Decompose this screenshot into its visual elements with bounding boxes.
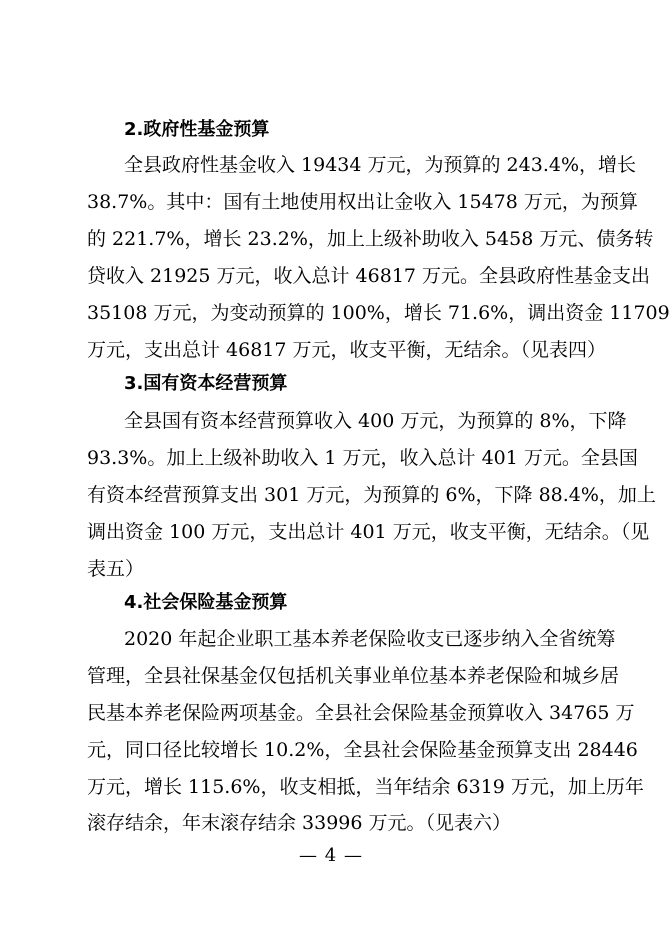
page-number: — 4 — bbox=[299, 845, 363, 866]
paragraph-line: 民基本养老保险两项基金。全县社会保险基金预算收入 34765 万 bbox=[87, 702, 635, 724]
paragraph-line: 滚存结余，年末滚存结余 33996 万元。（见表六） bbox=[87, 812, 512, 834]
section-heading-government-fund-budget: 2.政府性基金预算 bbox=[124, 119, 270, 140]
paragraph-line: 93.3%。加上上级补助收入 1 万元，收入总计 401 万元。全县国 bbox=[87, 447, 638, 469]
paragraph-line: 38.7%。其中：国有土地使用权出让金收入 15478 万元，为预算 bbox=[87, 191, 638, 213]
paragraph-line: 贷收入 21925 万元，收入总计 46817 万元。全县政府性基金支出 bbox=[87, 265, 651, 287]
section-heading-state-capital-budget: 3.国有资本经营预算 bbox=[124, 373, 288, 394]
paragraph-line: 管理，全县社保基金仅包括机关事业单位基本养老保险和城乡居 bbox=[87, 665, 620, 687]
paragraph-line: 全县政府性基金收入 19434 万元，为预算的 243.4%，增长 bbox=[124, 154, 637, 176]
paragraph-line: 的 221.7%，增长 23.2%，加上上级补助收入 5458 万元、债务转 bbox=[87, 228, 654, 250]
paragraph-line: 万元，增长 115.6%，收支相抵，当年结余 6319 万元，加上历年 bbox=[87, 776, 644, 798]
section-heading-social-insurance-budget: 4.社会保险基金预算 bbox=[124, 592, 288, 613]
paragraph-line: 表五） bbox=[87, 558, 145, 580]
paragraph-line: 万元，支出总计 46817 万元，收支平衡，无结余。（见表四） bbox=[87, 339, 607, 361]
paragraph-line: 调出资金 100 万元，支出总计 401 万元，收支平衡，无结余。（见 bbox=[87, 521, 650, 543]
paragraph-line: 全县国有资本经营预算收入 400 万元，为预算的 8%，下降 bbox=[124, 410, 627, 432]
paragraph-line: 元，同口径比较增长 10.2%，全县社会保险基金预算支出 28446 bbox=[87, 739, 638, 761]
paragraph-line: 2020 年起企业职工基本养老保险收支已逐步纳入全省统筹 bbox=[124, 628, 616, 650]
paragraph-line: 35108 万元，为变动预算的 100%，增长 71.6%，调出资金 11709 bbox=[87, 302, 670, 324]
paragraph-line: 有资本经营预算支出 301 万元，为预算的 6%，下降 88.4%，加上 bbox=[87, 484, 656, 506]
